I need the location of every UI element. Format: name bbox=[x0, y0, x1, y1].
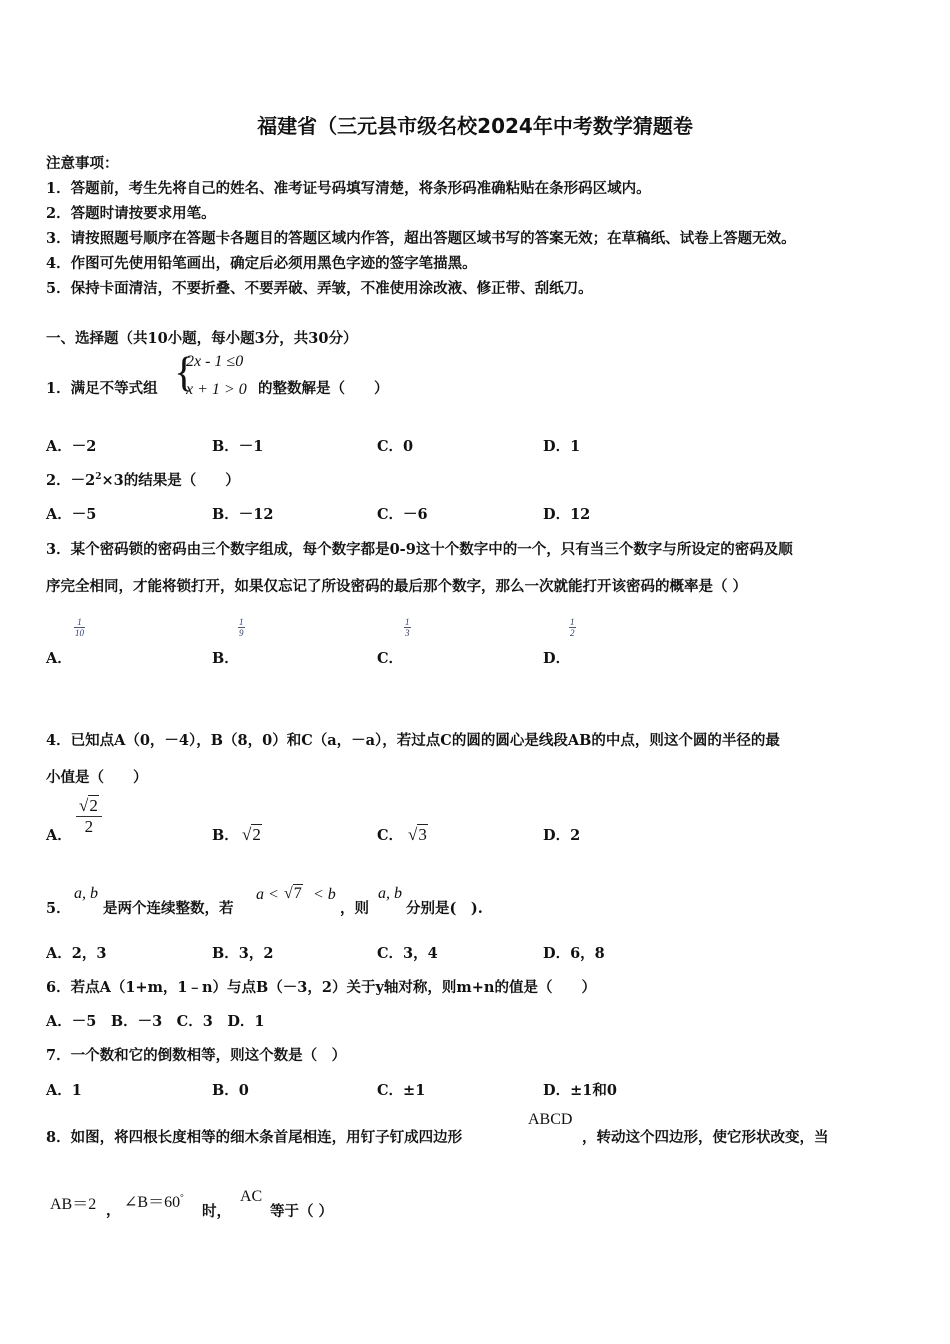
option-b: B．－1 bbox=[212, 438, 264, 455]
option-b: B．－12 bbox=[212, 506, 274, 523]
option-b-fraction bbox=[238, 617, 245, 638]
option-d: D．6，8 bbox=[543, 945, 605, 962]
option-a: A． bbox=[46, 650, 72, 667]
q3-line-1: 3．某个密码锁的密码由三个数字组成，每个数字都是0-9这十个数字中的一个，只有当三个数字与所设定的密码及顺 bbox=[46, 541, 793, 558]
q5-text-3: 分别是( ). bbox=[406, 900, 483, 917]
q8-comma: ， bbox=[106, 1202, 121, 1219]
option-c-sqrt: √3 bbox=[408, 825, 427, 844]
option-a: A．2，3 bbox=[46, 945, 107, 962]
option-b: B．0 bbox=[212, 1082, 249, 1099]
option-a-fraction bbox=[74, 617, 85, 638]
q5-number: 5． bbox=[46, 900, 71, 917]
option-d: D．1 bbox=[543, 438, 581, 455]
note-item: 3．请按照题号顺序在答题卡各题目的答题区域内作答，超出答题区域书写的答案无效；在草稿纸、试卷上答题无效。 bbox=[46, 230, 796, 247]
q5-ineq-b: < b bbox=[313, 886, 336, 903]
q4-line-2: 小值是（ ） bbox=[46, 769, 148, 786]
q3-line-2: 序完全相同，才能将锁打开，如果仅忘记了所设密码的最后那个数字，那么一次就能打开该密码的概率是（ ） bbox=[46, 578, 748, 595]
fraction-denominator: 2 bbox=[570, 628, 575, 638]
q8-angle bbox=[124, 1189, 184, 1212]
option-b: B．3，2 bbox=[212, 945, 274, 962]
radicand: 2 bbox=[89, 796, 98, 815]
radicand: 2 bbox=[252, 825, 261, 844]
option-c: C．－6 bbox=[377, 506, 428, 523]
option-a: A．－5 bbox=[46, 506, 97, 523]
notes-heading: 注意事项： bbox=[46, 155, 119, 172]
note-item: 1．答题前，考生先将自己的姓名、准考证号码填写清楚，将条形码准确粘贴在条形码区域内。 bbox=[46, 180, 651, 197]
q6-options: A．－5 B．－3 C．3 D．1 bbox=[46, 1013, 265, 1030]
brace-icon: { bbox=[174, 350, 195, 396]
q2-exponent: 2 bbox=[95, 472, 102, 483]
option-c: C．±1 bbox=[377, 1082, 426, 1099]
fraction-numerator: 1 bbox=[570, 617, 575, 627]
note-item: 5．保持卡面清洁，不要折叠、不要弄破、弄皱，不准使用涂改液、修正带、刮纸刀。 bbox=[46, 280, 593, 297]
q2-text bbox=[46, 469, 240, 490]
q8-abcd: ABCD bbox=[528, 1111, 573, 1128]
option-a: A．－2 bbox=[46, 438, 97, 455]
q5-ab-2: a, b bbox=[378, 885, 402, 902]
option-a-fraction bbox=[76, 796, 102, 837]
fraction-numerator: 1 bbox=[74, 617, 85, 628]
radicand: 7 bbox=[293, 885, 302, 902]
option-d: D． bbox=[543, 650, 571, 667]
fraction-denominator: 2 bbox=[84, 817, 94, 836]
q1-equation-1: 2x - 1 ≤0 bbox=[186, 353, 244, 370]
q5-text-1: 是两个连续整数，若 bbox=[103, 900, 234, 917]
q1-suffix: 的整数解是（ ） bbox=[258, 380, 389, 397]
fraction-denominator: 9 bbox=[239, 628, 244, 638]
q8-shi: 时， bbox=[202, 1203, 231, 1220]
note-item: 4．作图可先使用铅笔画出，确定后必须用黑色字迹的签字笔描黑。 bbox=[46, 255, 477, 272]
q1-prefix: 1．满足不等式组 bbox=[46, 380, 158, 397]
fraction-denominator: 10 bbox=[75, 628, 84, 638]
option-c: C． bbox=[377, 827, 404, 844]
q4-line-1: 4．已知点A（0，－4），B（8，0）和C（a，－a），若过点C的圆的圆心是线段AB的中点，则这个圆的半径的最 bbox=[46, 732, 780, 749]
option-d: D．12 bbox=[543, 506, 591, 523]
option-c: C． bbox=[377, 650, 404, 667]
q6-text: 6．若点A（1+m，1﹣n）与点B（－3，2）关于y轴对称，则m+n的值是（ ） bbox=[46, 979, 596, 996]
q5-sqrt: √7 bbox=[284, 885, 302, 902]
fraction-numerator: 1 bbox=[405, 617, 410, 627]
q7-text: 7．一个数和它的倒数相等，则这个数是（ ） bbox=[46, 1047, 347, 1064]
option-b: B． bbox=[212, 650, 239, 667]
option-c: C．3，4 bbox=[377, 945, 438, 962]
radicand: 3 bbox=[418, 825, 427, 844]
q2-prefix: 2．－2 bbox=[46, 472, 96, 489]
q5-ab: a, b bbox=[74, 885, 98, 902]
option-d: D．2 bbox=[543, 827, 581, 844]
angle-text: ∠B＝60 bbox=[124, 1194, 181, 1211]
option-d-fraction bbox=[569, 617, 576, 638]
q5-text-2: ，则 bbox=[340, 900, 369, 917]
option-b-sqrt: √2 bbox=[242, 825, 261, 844]
q8-text-1: 8．如图，将四根长度相等的细木条首尾相连，用钉子钉成四边形 bbox=[46, 1129, 463, 1146]
q8-ac: AC bbox=[240, 1188, 263, 1205]
q8-ab-eq: AB＝2 bbox=[50, 1196, 97, 1213]
degree-sign: ° bbox=[180, 1192, 184, 1203]
fraction-numerator: 1 bbox=[239, 617, 244, 627]
q8-text-2: ，转动这个四边形，使它形状改变，当 bbox=[582, 1129, 829, 1146]
note-item: 2．答题时请按要求用笔。 bbox=[46, 205, 216, 222]
q5-ineq-a: a < bbox=[256, 886, 279, 903]
section-heading: 一、选择题（共10小题，每小题3分，共30分） bbox=[46, 330, 358, 347]
fraction-numerator: √2 bbox=[76, 796, 102, 817]
option-c: C．0 bbox=[377, 438, 414, 455]
page-title: 福建省（三元县市级名校2024年中考数学猜题卷 bbox=[257, 114, 693, 138]
option-d: D．±1和0 bbox=[543, 1082, 617, 1099]
option-a: A． bbox=[46, 827, 72, 844]
q2-suffix: ×3的结果是（ ） bbox=[101, 472, 240, 489]
option-a: A．1 bbox=[46, 1082, 82, 1099]
q8-end: 等于（ ） bbox=[270, 1203, 334, 1220]
option-c-fraction bbox=[404, 617, 411, 638]
q1-equation-2: x + 1 > 0 bbox=[186, 381, 247, 398]
fraction-denominator: 3 bbox=[405, 628, 410, 638]
option-b: B． bbox=[212, 827, 239, 844]
